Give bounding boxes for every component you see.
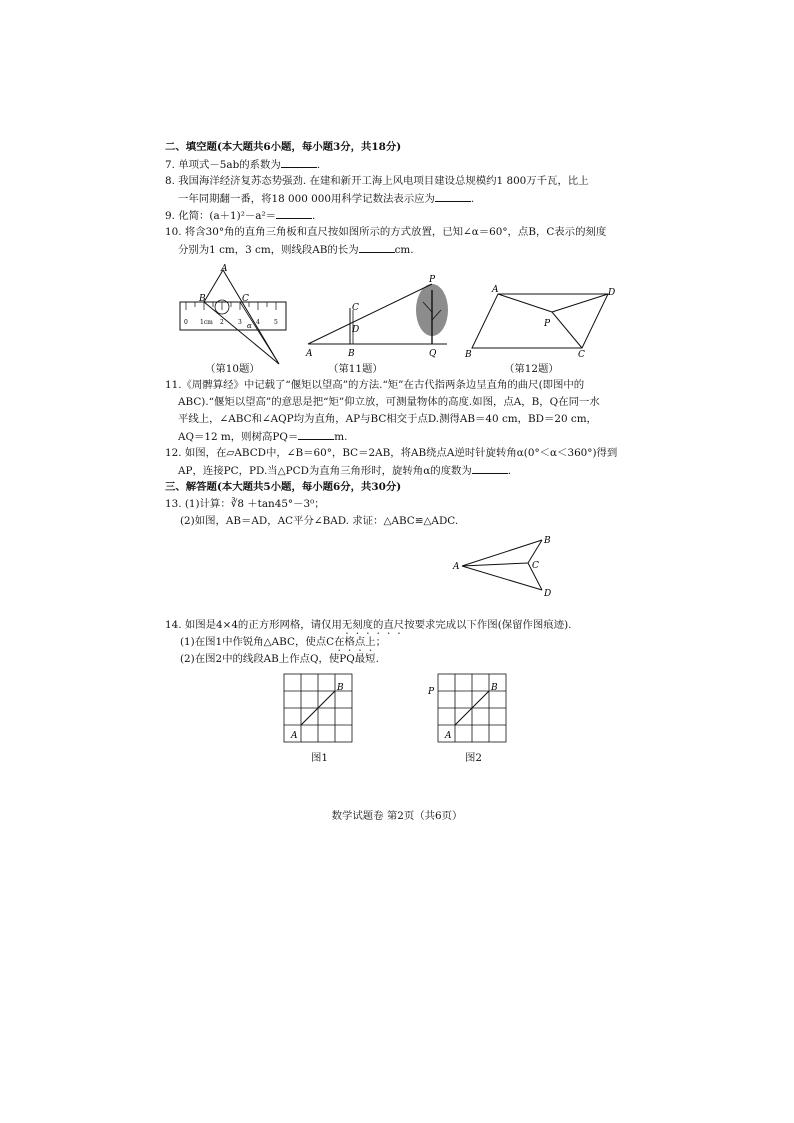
question-11-line-3: 平线上，∠ABC和∠AQP均为直角，AP与BC相交于点D.测得AB＝40 cm，BD＝20 cm，: [178, 413, 597, 425]
label-d: D: [352, 325, 360, 335]
grid-2-caption: 图2: [465, 752, 483, 764]
question-7: [165, 157, 320, 172]
label-p: P: [544, 319, 551, 329]
question-13-line-1: 13. (1)计算：∛8 ＋tan45°－3⁰；: [165, 498, 325, 510]
question-14-part-1-emphasis: 在格点上: [334, 636, 376, 648]
label-b: B: [544, 536, 551, 546]
question-9: [165, 208, 315, 223]
label-c: C: [352, 303, 359, 313]
figure-12-caption: （第12题）: [504, 363, 559, 375]
label-p: P: [429, 275, 436, 285]
label-a: A: [306, 349, 313, 359]
figure-10: [175, 258, 295, 370]
question-8-line-2: [178, 191, 474, 206]
answer-blank: [281, 157, 317, 168]
question-12-text: AP，连接PC，PD.当△PCD为直角三角形时，旋转角α的度数为: [178, 465, 472, 477]
question-13-line-2: (2)如图，AB＝AD，AC平分∠BAD. 求证：△ABC≌△ADC.: [180, 515, 459, 527]
parallelogram: [472, 294, 608, 348]
label-a: A: [453, 562, 460, 572]
ruler-tick-2: 2: [220, 319, 224, 326]
section-title-fill-in: 二、填空题(本大题共6小题，每小题3分，共18分): [165, 141, 402, 153]
label-a: A: [445, 731, 452, 741]
section-title-solutions: 三、解答题(本大题共5小题，每小题6分，共30分): [165, 481, 402, 493]
label-b: B: [337, 683, 344, 693]
ruler-tick-3: 3: [238, 319, 242, 326]
question-7-text: 7. 单项式－5ab的系数为: [165, 159, 281, 171]
label-a: A: [221, 264, 228, 274]
question-14-text-post: 按要求完成以下作图(保留作图痕迹).: [404, 619, 572, 631]
ruler-tick-4: 4: [256, 319, 260, 326]
question-7-end: .: [316, 159, 321, 171]
question-9-text: 9. 化简：(a＋1)²－a²＝: [165, 210, 276, 222]
question-11-line-2: ABC).“偃矩以望高”的意思是把“矩”仰立放，可测量物体的高度.如图，点A，B，Q在同一水: [178, 396, 600, 408]
question-12-end: .: [507, 465, 512, 477]
label-b: B: [199, 294, 206, 304]
question-10-text: 分别为1 cm，3 cm，则线段AB的长为: [178, 244, 359, 256]
label-c: C: [578, 350, 585, 360]
ruler-tick-0: 0: [184, 319, 188, 326]
question-9-end: .: [312, 210, 316, 222]
figure-13: [450, 530, 570, 602]
question-10-line-1: 10. 将含30°角的直角三角板和直尺按如图所示的方式放置，已知∠α＝60°，点B，C表示的刻度: [165, 226, 607, 238]
label-q: Q: [429, 349, 437, 359]
label-c: C: [242, 294, 249, 304]
question-10-end: cm.: [394, 244, 414, 256]
grid-1-caption: 图1: [311, 752, 329, 764]
label-c: C: [532, 561, 539, 571]
question-12-line-1: 12. 如图，在▱ABCD中，∠B＝60°，BC＝2AB，将AB绕点A逆时针旋转角α(0°＜α＜360°)得到: [165, 447, 618, 459]
question-14-line-3: (2)在图2中的线段AB上作点Q，使PQ最短.: [180, 653, 379, 665]
question-11-end: m.: [334, 431, 348, 443]
label-a: A: [291, 731, 298, 741]
figure-11: [302, 270, 450, 360]
figure-12: [462, 282, 624, 360]
question-14-part-1-pre: (1)在图1中作锐角△ABC，使点C: [180, 636, 335, 648]
label-p: P: [428, 687, 435, 697]
answer-blank: [298, 429, 334, 440]
ruler-tick-5: 5: [274, 319, 278, 326]
grid-figure-1: [276, 668, 360, 748]
question-8-text: 一年同期翻一番，将18 000 000用科学记数法表示应为: [178, 193, 435, 205]
label-alpha: α: [247, 322, 252, 330]
grid-figure-2: [426, 668, 516, 748]
question-14-part-1-post: ；: [375, 636, 387, 648]
label-d: D: [608, 288, 616, 298]
answer-blank: [472, 463, 508, 474]
figure-10-caption: （第10题）: [205, 363, 260, 375]
question-14-emphasis: 无刻度的直尺: [341, 619, 405, 631]
figure-11-caption: （第11题）: [328, 363, 383, 375]
label-b: B: [491, 683, 498, 693]
question-14-text-pre: 14. 如图是4×4的正方形网格，请仅用: [165, 619, 342, 631]
question-11-text: AQ＝12 m，则树高PQ＝: [178, 431, 299, 443]
question-8-line-1: 8. 我国海洋经济复苏态势强劲. 在建和新开工海上风电项目建设总规模约1 800万千瓦，比上: [165, 175, 589, 187]
label-b: B: [348, 349, 355, 359]
label-b: B: [465, 350, 472, 360]
page-footer: 数学试题卷 第2页（共6页）: [331, 810, 463, 822]
question-10-line-2: [178, 242, 414, 257]
question-11-line-4: [178, 429, 347, 444]
answer-blank: [276, 208, 312, 219]
answer-blank: [435, 191, 471, 202]
ruler-tick-1: 1cm: [200, 319, 213, 326]
question-8-end: .: [470, 193, 475, 205]
label-a: A: [492, 285, 499, 295]
question-11-line-1: 11.《周髀算经》中记载了“偃矩以望高”的方法.“矩”在古代指两条边呈直角的曲尺(即图中的: [165, 379, 585, 391]
question-12-line-2: [178, 463, 511, 478]
label-d: D: [544, 589, 552, 599]
answer-blank: [359, 242, 395, 253]
